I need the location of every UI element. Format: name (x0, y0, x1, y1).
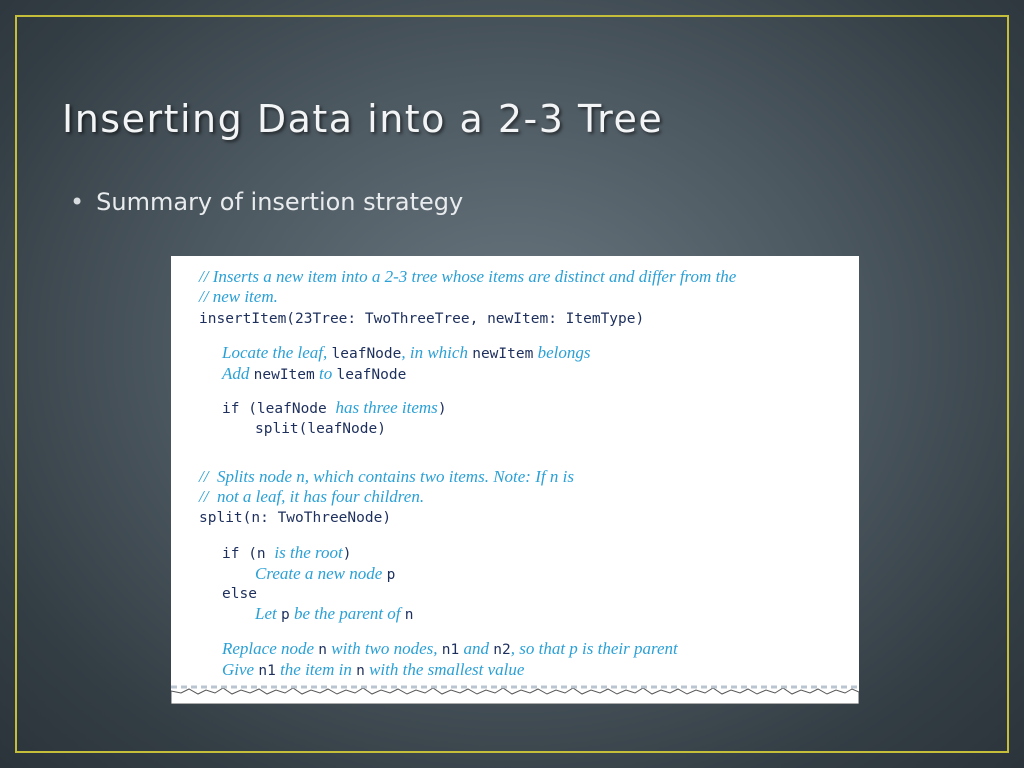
code-text: , so that p is their parent (510, 639, 678, 658)
code-text: Give (222, 660, 259, 679)
code-comment-line-4 (199, 487, 424, 507)
code-line-create-node (255, 564, 395, 584)
code-comment-line-3 (199, 467, 574, 487)
code-text: belongs (533, 343, 591, 362)
code-text: Splits node n, which contains two items. Note: If n is (212, 467, 574, 486)
code-identifier: newItem (253, 367, 315, 383)
code-identifier: p (280, 607, 290, 623)
code-identifier: n1 (258, 663, 276, 679)
code-comment-line-1: // Inserts a new item into a 2-3 tree whose items are distinct and differ from the (199, 267, 737, 286)
code-identifier: n (356, 663, 365, 679)
code-signature-insertitem: insertItem(23Tree: TwoThreeTree, newItem: ItemType) (199, 311, 645, 327)
bullet-item (70, 188, 463, 216)
code-line-add-item (222, 364, 406, 384)
code-keyword: ) (342, 546, 352, 562)
bullet-text: Summary of insertion strategy (96, 188, 464, 216)
code-identifier: n (318, 642, 328, 658)
code-text: Let (255, 604, 281, 623)
code-identifier: p (386, 567, 396, 583)
code-text: with two nodes, (327, 639, 442, 658)
code-text: // (199, 467, 213, 486)
code-text: has three items (335, 398, 438, 417)
bullet-dot-icon: • (70, 188, 85, 216)
code-line-let-parent (255, 604, 414, 624)
code-line-if-root (222, 543, 351, 563)
code-line-replace-node (222, 639, 678, 659)
code-keyword: ) (437, 401, 447, 417)
slide-title: Inserting Data into a 2-3 Tree (62, 97, 664, 141)
code-text: Locate the leaf, (222, 343, 332, 362)
code-identifier: n (404, 607, 414, 623)
code-text: Create a new node (255, 564, 387, 583)
code-identifier: n1 (441, 642, 460, 658)
code-keyword: if (n (222, 546, 275, 562)
code-identifier: leafNode (336, 367, 407, 383)
code-text: with the smallest value (364, 660, 525, 679)
code-text: the item in (275, 660, 357, 679)
code-line-split-leaf: split(leafNode) (255, 421, 386, 437)
code-text: Add (222, 364, 254, 383)
code-line-give-n1 (222, 660, 524, 680)
code-line-else: else (222, 586, 257, 602)
code-text: and (459, 639, 494, 658)
code-text: is the root (274, 543, 343, 562)
code-text: , in which (401, 343, 473, 362)
code-line-locate-leaf (222, 343, 590, 363)
code-identifier: leafNode (331, 346, 402, 362)
code-text: to (314, 364, 337, 383)
code-text: be the parent of (289, 604, 405, 623)
code-text: Replace node (222, 639, 319, 658)
code-comment-line-2: // new item. (199, 287, 278, 306)
torn-edge-decoration (171, 682, 859, 704)
code-identifier: newItem (472, 346, 534, 362)
code-text: // (199, 487, 213, 506)
code-signature-split: split(n: TwoThreeNode) (199, 510, 392, 526)
code-identifier: n2 (493, 642, 511, 658)
code-line-if-three-items (222, 398, 447, 418)
code-text: not a leaf, it has four children. (212, 487, 425, 506)
code-keyword: if (leafNode (222, 401, 336, 417)
code-image (171, 256, 859, 704)
